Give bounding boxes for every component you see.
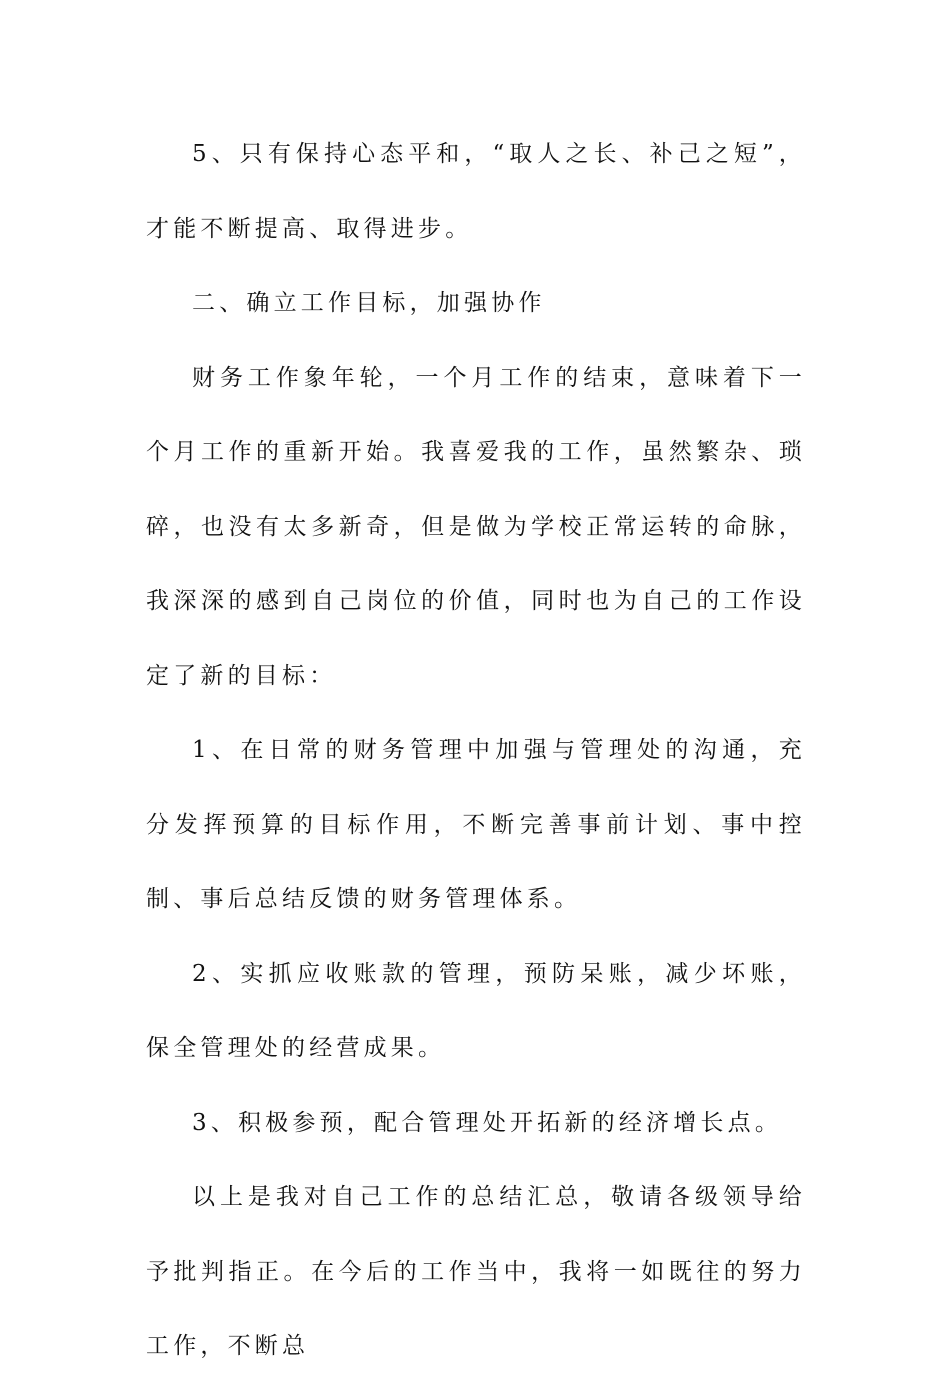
paragraph-goal-1: 1、在日常的财务管理中加强与管理处的沟通，充分发挥预算的目标作用，不断完善事前计划、事中控制、事后总结反馈的财务管理体系。 <box>146 737 806 912</box>
paragraph-goal-3: 3、积极参预，配合管理处开拓新的经济增长点。 <box>192 1109 783 1136</box>
paragraph-point-5: 5、只有保持心态平和，“取人之长、补己之短”，才能不断提高、取得进步。 <box>146 141 806 242</box>
section-heading-goals: 二、确立工作目标，加强协作 <box>192 290 546 316</box>
paragraph-intro-goals: 财务工作象年轮，一个月工作的结束，意味着下一个月工作的重新开始。我喜爱我的工作，虽然繁杂、琐碎，也没有太多新奇，但是做为学校正常运转的命脉，我深深的感到自己岗位的价值，同时也为自己的工作设定了新的目标： <box>146 364 806 689</box>
document-body <box>146 117 806 1384</box>
paragraph-goal-2: 2、实抓应收账款的管理，预防呆账，减少坏账，保全管理处的经营成果。 <box>146 960 806 1061</box>
paragraph-conclusion: 以上是我对自己工作的总结汇总，敬请各级领导给予批判指正。在今后的工作当中，我将一如既往的努力工作，不断总 <box>146 1184 806 1359</box>
